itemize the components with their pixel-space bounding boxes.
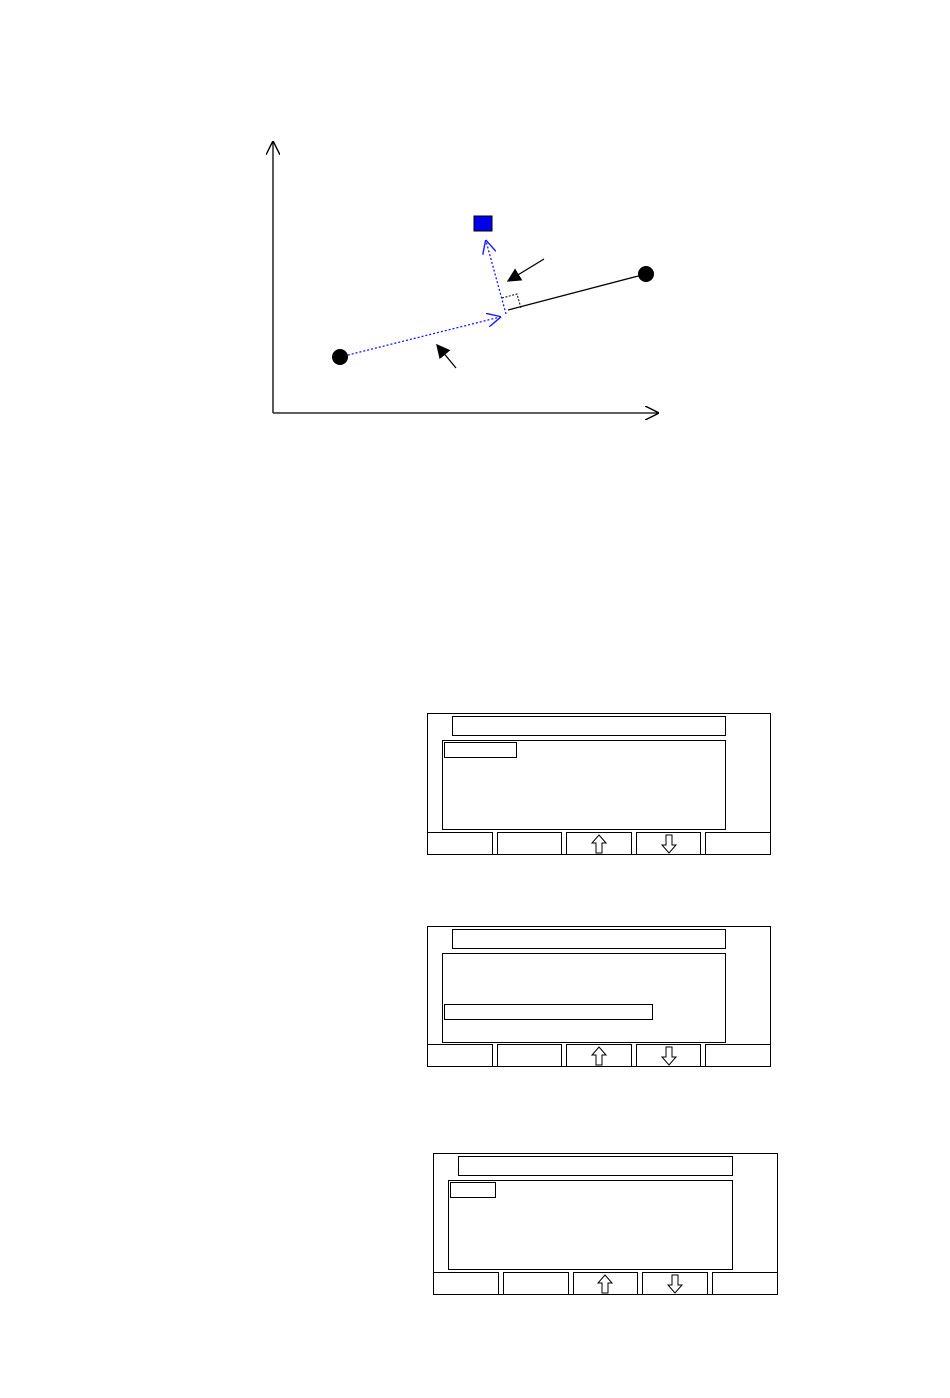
projection-diagram: [0, 0, 950, 460]
softkey-1[interactable]: [428, 832, 493, 854]
selection-cursor: [450, 1182, 496, 1198]
softkey-up[interactable]: [573, 1272, 639, 1294]
right-angle-marker-icon: [502, 294, 521, 308]
softkey-2[interactable]: [497, 1044, 563, 1066]
target-point-icon: [474, 216, 492, 231]
selection-cursor: [444, 742, 517, 758]
softkey-5[interactable]: [712, 1272, 777, 1294]
softkey-2[interactable]: [497, 832, 563, 854]
selection-cursor: [444, 1004, 653, 1020]
softkey-5[interactable]: [705, 832, 770, 854]
segment-line: [508, 274, 646, 310]
pointer-arrow-icon: [508, 259, 544, 281]
softkey-bar: [428, 832, 770, 854]
softkey-down[interactable]: [636, 1044, 702, 1066]
device-screen-3: [433, 1153, 778, 1295]
softkey-1[interactable]: [434, 1272, 499, 1294]
down-arrow-icon: [661, 834, 677, 854]
softkey-down[interactable]: [642, 1272, 708, 1294]
projection-vector-arrow-icon: [340, 317, 500, 357]
up-arrow-icon: [591, 1046, 607, 1066]
pointer-arrow-icon: [437, 345, 456, 368]
screen-title-bar: [452, 716, 726, 736]
screen-title-bar: [458, 1156, 733, 1176]
up-arrow-icon: [597, 1274, 613, 1294]
softkey-1[interactable]: [428, 1044, 493, 1066]
device-screen-1: [427, 713, 771, 855]
device-screen-2: [427, 926, 771, 1067]
softkey-up[interactable]: [566, 832, 632, 854]
down-arrow-icon: [667, 1274, 683, 1294]
down-arrow-icon: [661, 1046, 677, 1066]
perpendicular-vector-arrow-icon: [486, 241, 506, 314]
screen-content-area: [442, 953, 726, 1043]
softkey-bar: [428, 1044, 770, 1066]
softkey-down[interactable]: [636, 832, 702, 854]
softkey-up[interactable]: [566, 1044, 632, 1066]
softkey-bar: [434, 1272, 777, 1294]
up-arrow-icon: [591, 834, 607, 854]
screen-title-bar: [452, 929, 726, 949]
screen-content-area: [442, 740, 726, 830]
start-point-icon: [332, 349, 348, 365]
screen-content-area: [448, 1180, 733, 1270]
softkey-5[interactable]: [705, 1044, 770, 1066]
softkey-2[interactable]: [503, 1272, 569, 1294]
end-point-icon: [638, 266, 654, 282]
